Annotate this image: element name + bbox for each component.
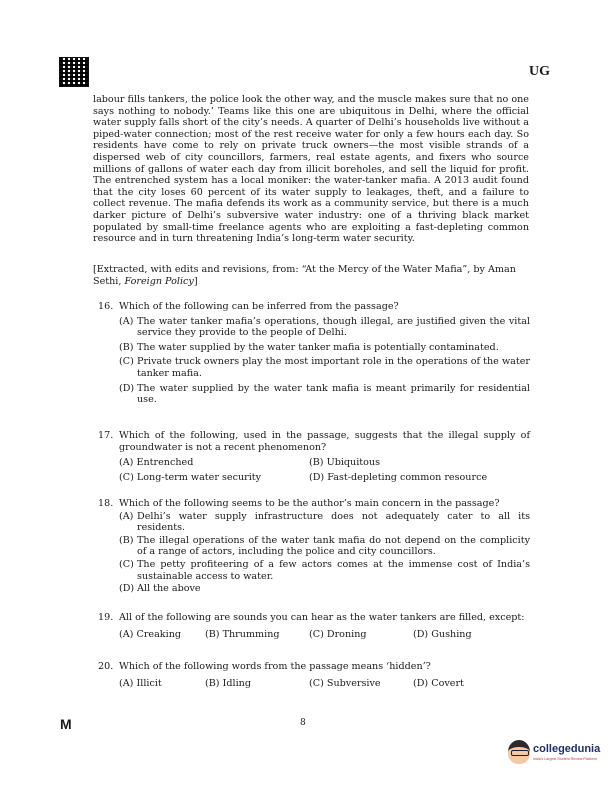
option-c: (C) Private truck owners play the most important role in the operations of the water tanker mafia. <box>119 356 530 379</box>
question-stem: Which of the following seems to be the author’s main concern in the passage? <box>119 498 500 509</box>
option-c: (C) Long-term water security <box>119 471 262 483</box>
question-number: 19. <box>98 612 114 623</box>
source-suffix: ] <box>193 275 198 287</box>
question-number: 16. <box>98 301 114 312</box>
question-18 <box>98 498 530 595</box>
glasses-icon <box>511 750 529 756</box>
question-19 <box>98 612 530 640</box>
question-16 <box>98 301 530 406</box>
option-c: (C) Subversive <box>309 677 381 689</box>
option-d: (D) Gushing <box>413 628 472 640</box>
option-c: (C) The petty profiteering of a few actors comes at the immense cost of India’s sustainable access to water. <box>119 558 530 582</box>
question-stem: Which of the following words from the passage means ‘hidden’? <box>119 661 431 672</box>
option-b: (B) Thrumming <box>205 628 280 640</box>
option-a: (A) Creaking <box>119 628 182 640</box>
question-number: 20. <box>98 661 114 672</box>
page-number: 8 <box>300 718 306 728</box>
passage-source <box>93 264 529 287</box>
option-d: (D) All the above <box>119 583 201 595</box>
option-a: (A) The water tanker mafia’s operations, though illegal, are justified given the vital service they provide to the people of Delhi. <box>119 315 530 339</box>
option-a: (A) Entrenched <box>119 457 194 469</box>
option-a: (A) Delhi’s water supply infrastructure does not adequately cater to all its residents. <box>119 510 530 534</box>
option-b: (B) The water supplied by the water tanker mafia is potentially contaminated. <box>119 341 499 353</box>
question-stem: Which of the following can be inferred from the passage? <box>119 301 399 312</box>
question-stem: Which of the following, used in the passage, suggests that the illegal supply of groundwater is not a recent phenomenon? <box>119 430 530 453</box>
option-c: (C) Droning <box>309 628 367 640</box>
question-number: 18. <box>98 498 114 509</box>
option-d: (D) The water supplied by the water tank mafia is meant primarily for residential use. <box>119 382 530 406</box>
paper-code: UG <box>529 64 550 79</box>
passage-text: labour fills tankers, the police look the other way, and the muscle makes sure that no one says nothing to nobody.’ Teams like this one are ubiquitous in Delhi, where the official water supply falls short of the city’s needs. A quarter of Delhi’s households live without a piped-water connection; most of the rest receive water for only a few hours each day. So residents have come to rely on private truck owners—the most visible strands of a dispersed web of city councillors, farmers, real estate agents, and fixers who source millions of gallons of water each day from illicit boreholes, and sell the liquid for profit. The entrenched system has a local moniker: the water-tanker mafia. A 2013 audit found that the city loses 60 percent of its water supply to leakages, theft, and a failure to collect revenue. The mafia defends its work as a community service, but there is a much darker picture of Delhi’s subversive water industry: one of a thriving black market populated by small-time freelance agents who are exploiting a fast-depleting common resource and in turn threatening India’s long-term water security. <box>93 94 529 245</box>
question-20 <box>98 661 530 689</box>
logo-name: collegedunia <box>533 743 601 755</box>
source-prefix: [Extracted, with edits and revisions, from: “At the Mercy of the Water Mafia”, by Aman Sethi, <box>93 264 516 287</box>
option-d: (D) Covert <box>413 677 464 689</box>
option-b: (B) Ubiquitous <box>309 457 381 469</box>
qr-code <box>60 58 88 86</box>
question-17 <box>98 430 530 483</box>
source-publication: Foreign Policy <box>124 275 194 287</box>
collegedunia-logo <box>508 738 608 778</box>
question-stem: All of the following are sounds you can hear as the water tankers are filled, except: <box>119 612 525 623</box>
logo-tagline: India's Largest Student Review Platform <box>533 757 597 761</box>
option-d: (D) Fast-depleting common resource <box>309 471 488 483</box>
option-b: (B) The illegal operations of the water tank mafia do not depend on the complicity of a range of actors, including the police and city councillors. <box>119 534 530 558</box>
option-a: (A) Illicit <box>119 677 162 689</box>
option-b: (B) Idling <box>205 677 251 689</box>
question-number: 17. <box>98 430 114 441</box>
set-code: M <box>60 716 72 732</box>
